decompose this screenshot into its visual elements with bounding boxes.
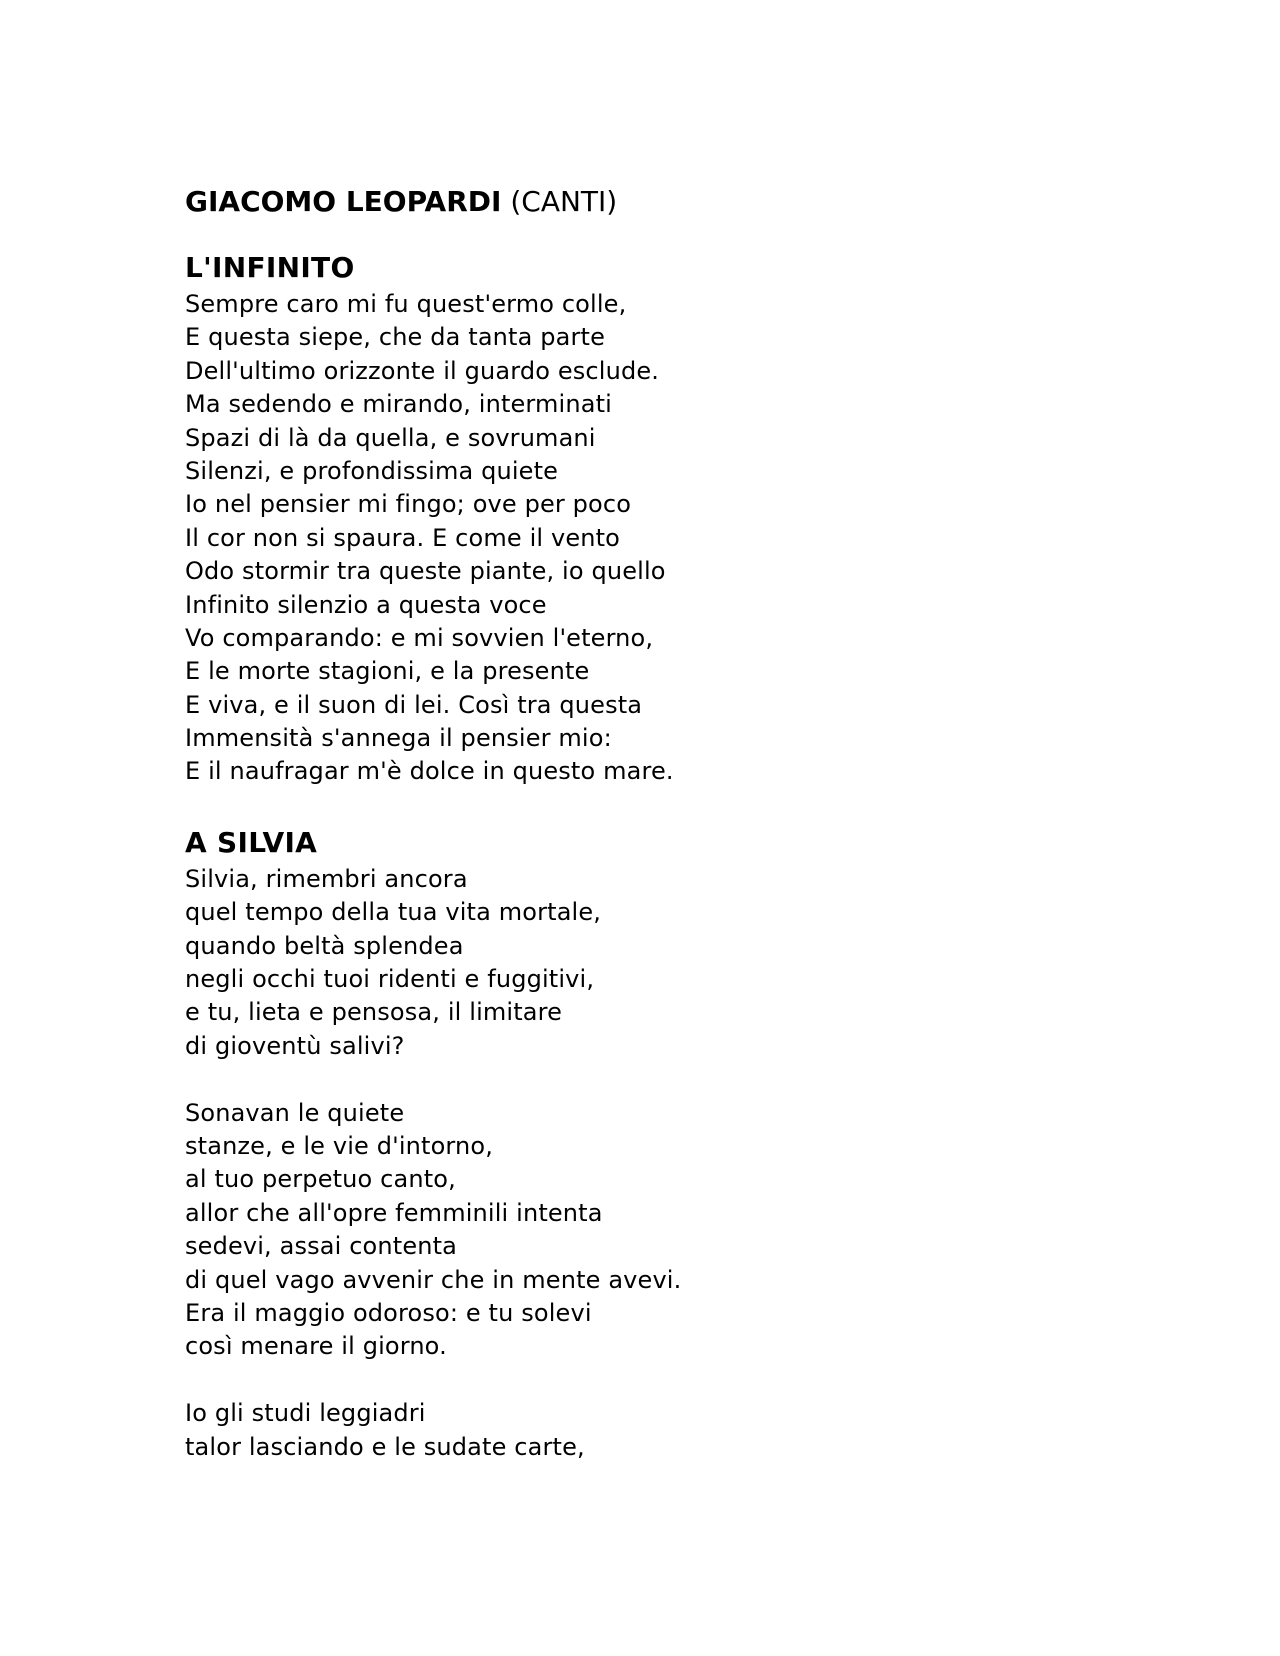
verse-line: E le morte stagioni, e la presente [185,657,590,686]
verse-line: E il naufragar m'è dolce in questo mare. [185,757,674,786]
poem-l-infinito [185,248,1085,789]
verse-line: E viva, e il suon di lei. Così tra questa [185,690,643,719]
verse-line: così menare il giorno. [185,1332,447,1361]
poem-title: A SILVIA [185,825,318,859]
verse-line: Sempre caro mi fu quest'ermo colle, [185,290,627,318]
verse-line: Immensità s'annega il pensier mio: [185,724,612,753]
verse-line: E questa siepe, che da tanta parte [185,323,605,352]
poem-a-silvia [185,823,1085,1464]
verse-line: e tu, lieta e pensosa, il limitare [185,998,563,1027]
stanza [185,1097,1085,1364]
verse-line: stanze, e le vie d'intorno, [185,1131,493,1160]
stanza [185,1397,1085,1464]
document-header [185,182,1085,222]
poem-title: L'INFINITO [185,251,355,284]
stanza [185,288,1085,789]
verse-line: Vo comparando: e mi sovvien l'eterno, [185,623,654,652]
collection-name: (CANTI) [510,185,618,218]
verse-line: Il cor non si spaura. E come il vento [185,523,621,552]
verse-line: quando beltà splendea [185,931,464,960]
verse-line: Io nel pensier mi fingo; ove per poco [185,490,632,519]
verse-line: sedevi, assai contenta [185,1232,458,1261]
stanza-break [185,1364,1085,1397]
document-page [185,182,1085,1464]
author-name: GIACOMO LEOPARDI [185,185,502,218]
verse-line: di quel vago avvenir che in mente avevi. [185,1265,682,1294]
verse-line: Silenzi, e profondissima quiete [185,456,559,485]
verse-line: al tuo perpetuo canto, [185,1165,456,1194]
verse-line: Infinito silenzio a questa voce [185,590,547,619]
verse-line: Io gli studi leggiadri [185,1399,426,1428]
stanza [185,863,1085,1063]
verse-line: talor lasciando e le sudate carte, [185,1432,585,1461]
stanza-break [185,1063,1085,1096]
verse-line: Silvia, rimembri ancora [185,864,468,893]
spacer [185,789,1085,823]
verse-line: di gioventù salivi? [185,1031,405,1060]
verse-line: Dell'ultimo orizzonte il guardo esclude. [185,356,660,385]
verse-line: Sonavan le quiete [185,1098,405,1127]
verse-line: Spazi di là da quella, e sovrumani [185,423,596,452]
verse-line: Odo stormir tra queste piante, io quello [185,557,666,586]
verse-line: allor che all'opre femminili intenta [185,1198,603,1227]
spacer [185,222,1085,248]
verse-line: Era il maggio odoroso: e tu solevi [185,1298,592,1327]
verse-line: Ma sedendo e mirando, interminati [185,390,612,419]
verse-line: negli occhi tuoi ridenti e fuggitivi, [185,965,595,994]
verse-line: quel tempo della tua vita mortale, [185,898,602,927]
